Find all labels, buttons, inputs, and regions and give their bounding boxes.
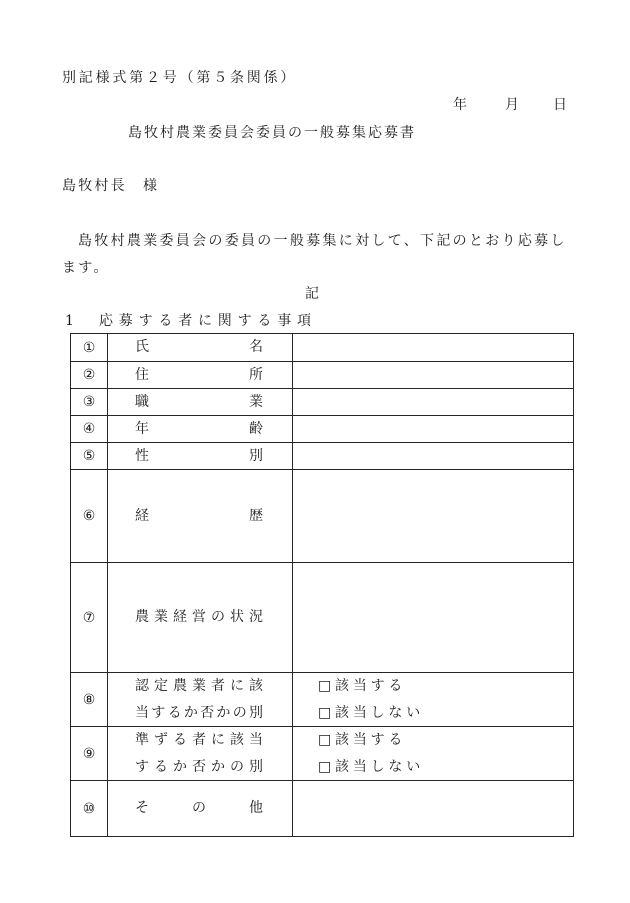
- label-char: に: [230, 677, 244, 694]
- table-row-certified-farmer: [71, 673, 573, 727]
- addressee: 島牧村長 様: [62, 178, 160, 194]
- row-label: [135, 727, 263, 754]
- career-value-cell: [293, 470, 573, 562]
- row-label-cell: [108, 563, 293, 672]
- label-char: 住: [135, 366, 149, 383]
- address-value-cell: [293, 362, 573, 388]
- option-applicable: □該当する: [318, 731, 407, 748]
- row-label-cell: [108, 389, 293, 415]
- label-char: 歴: [249, 507, 263, 524]
- age-value-cell: [293, 416, 573, 442]
- table-row-gender: [71, 443, 573, 470]
- row-label: [135, 389, 263, 416]
- label-char: 名: [249, 339, 263, 355]
- row-number: ⑦: [71, 563, 108, 672]
- label-char: る: [167, 704, 182, 721]
- label-char: 者: [211, 677, 225, 694]
- row-label-cell: [108, 781, 293, 836]
- applicant-info-table: [70, 333, 574, 837]
- certified-farmer-options: [293, 673, 573, 726]
- row-label: [135, 443, 263, 470]
- label-char: か: [216, 704, 231, 721]
- section-title: 応募する者に関する事項: [99, 313, 317, 329]
- row-number: ⑥: [71, 470, 108, 562]
- row-number: ⑩: [71, 781, 108, 836]
- form-number-label: 別記様式第２号（第５条関係）: [62, 70, 298, 86]
- row-number: ①: [71, 334, 108, 361]
- label-char: 定: [154, 677, 168, 694]
- row-label: [135, 503, 263, 530]
- row-number: ⑨: [71, 727, 108, 780]
- row-label: [135, 754, 263, 781]
- label-char: そ: [135, 800, 149, 816]
- label-char: 経: [135, 507, 149, 524]
- label-char: 営: [192, 609, 206, 625]
- label-char: 状: [230, 609, 244, 625]
- gender-value-cell: [293, 443, 573, 469]
- label-char: 否: [192, 758, 206, 775]
- label-char: の: [211, 609, 225, 625]
- label-char: る: [154, 758, 168, 775]
- body-text-line: 島牧村農業委員会の委員の一般募集に対して、下記のとおり応募し: [78, 233, 567, 249]
- label-char: 職: [135, 393, 149, 410]
- table-row-occupation: [71, 389, 573, 416]
- row-label-cell: [108, 673, 293, 726]
- label-char: か: [173, 758, 187, 775]
- row-label: [135, 673, 263, 700]
- table-row-other: [71, 781, 573, 836]
- row-label: [135, 795, 263, 822]
- label-char: 業: [154, 609, 168, 625]
- label-char: る: [173, 731, 187, 748]
- label-char: 年: [135, 420, 149, 437]
- label-char: 業: [249, 393, 263, 410]
- label-char: か: [183, 704, 198, 721]
- label-char: 別: [249, 447, 263, 464]
- equivalent-options: [293, 727, 573, 780]
- label-char: 準: [135, 731, 149, 748]
- label-char: 当: [135, 704, 149, 721]
- row-label: [135, 700, 263, 727]
- label-char: 者: [192, 731, 206, 748]
- label-char: の: [230, 758, 244, 775]
- row-number: ②: [71, 362, 108, 388]
- row-label-cell: [108, 362, 293, 388]
- name-value-cell: [293, 334, 573, 361]
- label-char: の: [192, 800, 206, 816]
- label-char: 否: [200, 704, 215, 721]
- other-value-cell: [293, 781, 573, 836]
- label-char: に: [211, 731, 225, 748]
- label-char: 業: [192, 677, 206, 694]
- label-char: 齢: [249, 420, 263, 437]
- label-char: 所: [249, 366, 263, 383]
- row-label-cell: [108, 416, 293, 442]
- label-char: 他: [249, 800, 263, 816]
- label-char: 経: [173, 609, 187, 625]
- row-label: [135, 604, 263, 631]
- label-char: ず: [154, 731, 168, 748]
- label-char: 認: [135, 677, 149, 694]
- body-text-line: ます。: [62, 260, 110, 276]
- row-label-cell: [108, 443, 293, 469]
- table-row-career: [71, 470, 573, 563]
- label-char: か: [211, 758, 225, 775]
- label-char: 当: [249, 731, 263, 748]
- label-char: 況: [249, 609, 263, 625]
- table-row-equivalent: [71, 727, 573, 781]
- date-year-label: 年: [453, 97, 469, 113]
- label-char: す: [151, 704, 166, 721]
- row-label: [135, 362, 263, 389]
- label-char: 性: [135, 447, 149, 464]
- table-row-age: [71, 416, 573, 443]
- occupation-value-cell: [293, 389, 573, 415]
- row-label-cell: [108, 470, 293, 562]
- row-label-cell: [108, 727, 293, 780]
- label-char: 該: [230, 731, 244, 748]
- label-char: 農: [135, 609, 149, 625]
- document-title: 島牧村農業委員会委員の一般募集応募書: [128, 125, 416, 141]
- option-not-applicable: □該当しない: [318, 704, 425, 721]
- label-char: 該: [249, 677, 263, 694]
- option-applicable: □該当する: [318, 677, 407, 694]
- date-month-label: 月: [505, 97, 521, 113]
- label-char: の: [232, 704, 247, 721]
- row-number: ⑤: [71, 443, 108, 469]
- table-row-address: [71, 362, 573, 389]
- table-row-farm-management: [71, 563, 573, 673]
- ki-heading: 記: [305, 286, 321, 302]
- label-char: す: [135, 758, 149, 775]
- row-number: ③: [71, 389, 108, 415]
- section-number: 1: [65, 313, 76, 329]
- label-char: 氏: [135, 339, 149, 355]
- option-not-applicable: □該当しない: [318, 758, 425, 775]
- label-char: 農: [173, 677, 187, 694]
- label-char: 別: [248, 704, 263, 721]
- row-number: ④: [71, 416, 108, 442]
- row-label: [135, 416, 263, 443]
- table-row-name: [71, 334, 573, 362]
- row-label: [135, 334, 263, 361]
- row-label-cell: [108, 334, 293, 361]
- farm-management-value-cell: [293, 563, 573, 672]
- date-day-label: 日: [553, 97, 569, 113]
- label-char: 別: [249, 758, 263, 775]
- row-number: ⑧: [71, 673, 108, 726]
